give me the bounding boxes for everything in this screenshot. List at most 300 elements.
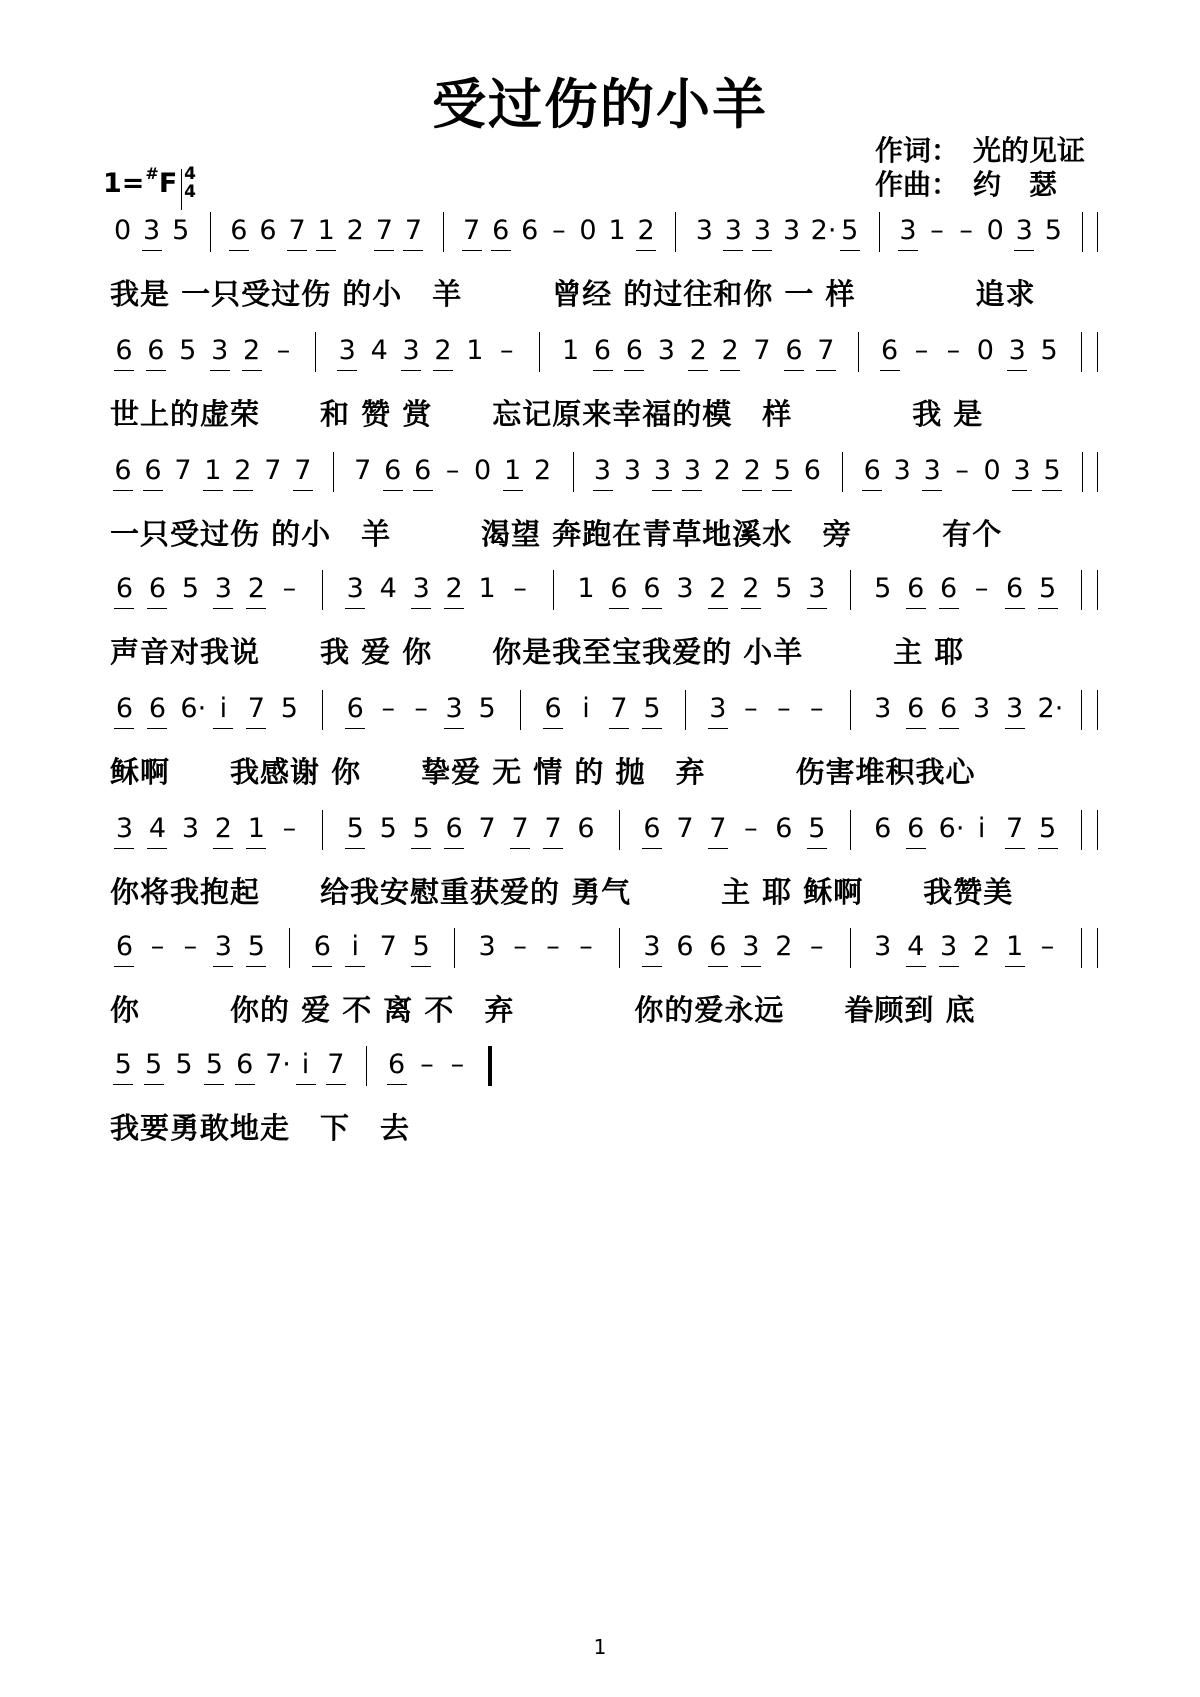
note: 3 bbox=[973, 693, 991, 724]
note: 6 bbox=[115, 931, 134, 962]
note: i bbox=[219, 693, 228, 724]
note: 3 bbox=[412, 573, 430, 604]
dash-sustain: – bbox=[930, 215, 944, 246]
beam-underline bbox=[213, 728, 233, 729]
note: 7 bbox=[264, 455, 282, 486]
beam-underline bbox=[609, 608, 629, 609]
note: 1 bbox=[577, 573, 595, 604]
beam-underline bbox=[316, 250, 336, 251]
beam-underline bbox=[880, 370, 900, 371]
note: 7 bbox=[753, 335, 771, 366]
barline bbox=[850, 810, 851, 850]
beam-underline bbox=[741, 966, 761, 967]
note: 6 bbox=[803, 455, 821, 486]
beam-underline bbox=[642, 966, 662, 967]
beam-underline bbox=[906, 608, 926, 609]
dash-sustain: – bbox=[500, 335, 514, 366]
beam-underline bbox=[433, 370, 453, 371]
beam-underline bbox=[345, 966, 365, 967]
beam-underline bbox=[114, 608, 134, 609]
note: 6 bbox=[115, 335, 133, 366]
note: 6· bbox=[180, 693, 207, 724]
note: 5 bbox=[412, 931, 430, 962]
note: 5 bbox=[1040, 335, 1058, 366]
lyricist-row bbox=[875, 134, 1085, 168]
note: 7 bbox=[327, 1049, 345, 1080]
notation-line bbox=[108, 806, 1108, 870]
barline bbox=[842, 452, 843, 492]
note: 2 bbox=[234, 455, 252, 486]
beam-underline bbox=[752, 250, 772, 251]
beam-underline bbox=[593, 370, 613, 371]
beam-underline bbox=[862, 490, 882, 491]
note: 3 bbox=[478, 931, 496, 962]
beam-underline bbox=[609, 728, 629, 729]
beam-underline bbox=[624, 370, 644, 371]
barline bbox=[850, 570, 851, 610]
note: 6 bbox=[445, 813, 463, 844]
beam-underline bbox=[1005, 608, 1025, 609]
beam-underline bbox=[772, 490, 792, 491]
note: 3 bbox=[676, 573, 694, 604]
notation-system bbox=[0, 686, 1200, 806]
note: i bbox=[301, 1049, 310, 1080]
dash-sustain: – bbox=[513, 573, 527, 604]
note: 6 bbox=[643, 573, 661, 604]
beam-underline bbox=[146, 370, 166, 371]
note: 5 bbox=[144, 1049, 163, 1080]
note: 3 bbox=[653, 455, 672, 486]
song-title: 受过伤的小羊 bbox=[432, 73, 768, 136]
beam-underline bbox=[1007, 370, 1027, 371]
beam-underline bbox=[939, 966, 959, 967]
key-note: F bbox=[158, 168, 178, 199]
beam-underline bbox=[708, 608, 728, 609]
beam-underline bbox=[147, 848, 167, 849]
notation-system bbox=[0, 924, 1200, 1044]
barline bbox=[333, 452, 334, 492]
beam-underline bbox=[807, 848, 827, 849]
barline bbox=[454, 928, 455, 968]
note: 0 bbox=[986, 215, 1004, 246]
beam-underline bbox=[114, 848, 134, 849]
beam-underline bbox=[246, 848, 266, 849]
beam-underline bbox=[682, 490, 702, 491]
dash-sustain: – bbox=[183, 931, 198, 962]
note: 3 bbox=[874, 693, 892, 724]
beam-underline bbox=[113, 490, 133, 491]
note: 2 bbox=[713, 455, 731, 486]
barline bbox=[539, 332, 540, 372]
dash-sustain: – bbox=[420, 1049, 434, 1080]
note: 6 bbox=[114, 455, 132, 486]
beam-underline bbox=[213, 608, 233, 609]
notation-line bbox=[108, 208, 1108, 272]
dash-sustain: – bbox=[744, 813, 758, 844]
note: 3 bbox=[709, 693, 727, 724]
beam-underline bbox=[210, 370, 230, 371]
beam-underline bbox=[312, 966, 332, 967]
note: 3 bbox=[643, 931, 661, 962]
beam-underline bbox=[374, 250, 394, 251]
note: 4 bbox=[148, 813, 167, 844]
note: i bbox=[582, 693, 590, 724]
note: 5 bbox=[841, 215, 859, 246]
notation-line bbox=[108, 566, 1108, 630]
beam-underline bbox=[213, 848, 233, 849]
note: 5 bbox=[1043, 455, 1061, 486]
note: 1 bbox=[503, 455, 522, 486]
barline bbox=[1097, 690, 1098, 730]
barline bbox=[573, 452, 574, 492]
note: 6 bbox=[144, 455, 162, 486]
beam-underline bbox=[1038, 848, 1058, 849]
beam-underline bbox=[411, 966, 431, 967]
beam-underline bbox=[906, 848, 926, 849]
beam-underline bbox=[922, 490, 942, 491]
note: 6 bbox=[346, 693, 364, 724]
notation-line bbox=[108, 448, 1108, 512]
note: 5 bbox=[775, 573, 793, 604]
composer-name: 约 瑟 bbox=[973, 168, 1058, 201]
note: 5 bbox=[773, 455, 791, 486]
note: 7 bbox=[463, 215, 481, 246]
beam-underline bbox=[593, 490, 613, 491]
beam-underline bbox=[807, 608, 827, 609]
barline bbox=[1081, 332, 1082, 372]
barline bbox=[685, 690, 686, 730]
note: 6 bbox=[625, 335, 643, 366]
note: 6 bbox=[414, 455, 432, 486]
note: 2 bbox=[346, 215, 364, 246]
note: 6 bbox=[907, 813, 925, 844]
note: 5 bbox=[172, 215, 190, 246]
dash-sustain: – bbox=[810, 693, 824, 724]
note: 5 bbox=[1038, 573, 1057, 604]
barline bbox=[210, 212, 211, 252]
key-prefix: 1= bbox=[103, 168, 145, 199]
note: 3 bbox=[657, 335, 675, 366]
beam-underline bbox=[229, 250, 249, 251]
note: 1 bbox=[317, 215, 335, 246]
note: 2 bbox=[533, 455, 552, 486]
notation-system bbox=[0, 448, 1200, 568]
note: 2 bbox=[721, 335, 739, 366]
barline bbox=[1097, 570, 1098, 610]
note: 3 bbox=[181, 813, 199, 844]
dash-sustain: – bbox=[1040, 931, 1055, 962]
note: 2 bbox=[214, 813, 232, 844]
note: 7 bbox=[511, 813, 529, 844]
barline bbox=[315, 332, 316, 372]
note: 5 bbox=[643, 693, 661, 724]
dash-sustain: – bbox=[777, 693, 791, 724]
note: 6 bbox=[709, 931, 727, 962]
beam-underline bbox=[113, 1084, 133, 1085]
note: 5 bbox=[1038, 813, 1057, 844]
credits bbox=[875, 134, 1085, 202]
note: 1 bbox=[247, 813, 265, 844]
barline bbox=[1081, 928, 1082, 968]
note: 7 bbox=[379, 931, 397, 962]
beam-underline bbox=[816, 370, 836, 371]
dash-sustain: – bbox=[450, 1049, 465, 1080]
barline bbox=[1081, 690, 1082, 730]
dash-sustain: – bbox=[513, 931, 527, 962]
note: 1 bbox=[204, 455, 222, 486]
note: 3 bbox=[724, 215, 742, 246]
note: 5 bbox=[478, 693, 496, 724]
note: 1 bbox=[466, 335, 484, 366]
note: 0 bbox=[976, 335, 994, 366]
note: 7· bbox=[265, 1049, 291, 1080]
lyrics-line: 我是 一只受过伤 的小 羊 曾经 的过往和你 一 样 追求 bbox=[110, 277, 1036, 311]
beam-underline bbox=[636, 250, 656, 251]
beam-underline bbox=[411, 848, 431, 849]
beam-underline bbox=[242, 370, 262, 371]
note: 0 bbox=[579, 215, 597, 246]
page-number: 1 bbox=[593, 1635, 607, 1659]
dash-sustain: – bbox=[955, 455, 969, 486]
note: 7 bbox=[294, 455, 312, 486]
note: 3 bbox=[874, 931, 892, 962]
lyricist-label: 作词： bbox=[875, 134, 960, 167]
barline bbox=[850, 690, 851, 730]
note: 4 bbox=[379, 573, 397, 604]
note: 5 bbox=[280, 693, 298, 724]
meter-bottom: 4 bbox=[184, 182, 196, 202]
note: 3 bbox=[742, 931, 760, 962]
beam-underline bbox=[337, 370, 357, 371]
beam-underline bbox=[444, 728, 464, 729]
beam-underline bbox=[543, 728, 563, 729]
note: 7 bbox=[817, 335, 835, 366]
beam-underline bbox=[203, 490, 223, 491]
note: 1 bbox=[608, 215, 626, 246]
barline bbox=[1081, 810, 1082, 850]
barline bbox=[322, 810, 323, 850]
beam-underline bbox=[642, 728, 662, 729]
note: 6 bbox=[610, 573, 628, 604]
note: 3 bbox=[695, 215, 713, 246]
barline bbox=[858, 332, 859, 372]
note: 2· bbox=[810, 215, 837, 246]
note: 5 bbox=[379, 813, 397, 844]
note: 7 bbox=[354, 455, 372, 486]
barline bbox=[850, 928, 851, 968]
barline bbox=[619, 810, 620, 850]
note: 6 bbox=[230, 215, 248, 246]
note: 1 bbox=[478, 573, 496, 604]
dash-sustain: – bbox=[810, 931, 824, 962]
note: 6 bbox=[544, 693, 562, 724]
beam-underline bbox=[326, 1084, 346, 1085]
note: 2 bbox=[445, 573, 463, 604]
beam-underline bbox=[742, 490, 762, 491]
beam-underline bbox=[1005, 966, 1025, 967]
beam-underline bbox=[213, 966, 233, 967]
beam-underline bbox=[1038, 608, 1058, 609]
beam-underline bbox=[345, 608, 365, 609]
lyrics-line: 你将我抱起 给我安慰重获爱的 勇气 主 耶 稣啊 我赞美 bbox=[110, 875, 1014, 909]
note: 2· bbox=[1037, 693, 1064, 724]
dash-sustain: – bbox=[959, 215, 973, 246]
note: 3 bbox=[782, 215, 801, 246]
note: 6 bbox=[593, 335, 612, 366]
beam-underline bbox=[293, 490, 313, 491]
note: 3 bbox=[593, 455, 612, 486]
note: 3 bbox=[623, 455, 642, 486]
beam-underline bbox=[147, 608, 167, 609]
note: 0 bbox=[983, 455, 1001, 486]
beam-underline bbox=[642, 608, 662, 609]
note: 5 bbox=[808, 813, 826, 844]
dash-sustain: – bbox=[974, 573, 989, 604]
note: 6 bbox=[384, 455, 402, 486]
note: 5 bbox=[412, 813, 430, 844]
note: 6 bbox=[881, 335, 899, 366]
dash-sustain: – bbox=[282, 573, 297, 604]
note: 3 bbox=[1008, 335, 1026, 366]
note: 2 bbox=[247, 573, 265, 604]
barline bbox=[366, 1046, 367, 1086]
dash-sustain: – bbox=[946, 335, 961, 366]
note: 6 bbox=[577, 813, 595, 844]
note: 6 bbox=[115, 573, 134, 604]
notation-system bbox=[0, 208, 1200, 328]
time-signature bbox=[181, 165, 199, 201]
note: 3 bbox=[214, 931, 232, 962]
note: 6 bbox=[1005, 573, 1024, 604]
note: 6 bbox=[148, 693, 167, 724]
barline bbox=[1082, 452, 1083, 492]
note: 5 bbox=[205, 1049, 223, 1080]
note: 2 bbox=[637, 215, 655, 246]
beam-underline bbox=[462, 250, 482, 251]
barline bbox=[1082, 212, 1083, 252]
beam-underline bbox=[723, 250, 743, 251]
note: 3 bbox=[338, 335, 356, 366]
note: 3 bbox=[143, 215, 161, 246]
lyrics-line: 世上的虚荣 和 赞 赏 忘记原来幸福的模 样 我 是 bbox=[110, 397, 984, 431]
note: 3 bbox=[445, 693, 463, 724]
barline bbox=[619, 928, 620, 968]
note: 0 bbox=[113, 215, 132, 246]
beam-underline bbox=[287, 250, 307, 251]
beam-underline bbox=[720, 370, 740, 371]
beam-underline bbox=[147, 728, 167, 729]
beam-underline bbox=[413, 490, 433, 491]
note: 3 bbox=[211, 335, 229, 366]
notation-system bbox=[0, 1042, 1200, 1162]
beam-underline bbox=[741, 608, 761, 609]
note: 6 bbox=[907, 693, 925, 724]
beam-underline bbox=[114, 370, 134, 371]
lyricist-name: 光的见证 bbox=[973, 134, 1086, 167]
note: 2 bbox=[709, 573, 727, 604]
note: 6 bbox=[388, 1049, 406, 1080]
beam-underline bbox=[246, 608, 266, 609]
barline bbox=[675, 212, 676, 252]
beam-underline bbox=[652, 490, 672, 491]
note: 6 bbox=[940, 693, 958, 724]
note: 3 bbox=[683, 455, 701, 486]
beam-underline bbox=[906, 966, 926, 967]
note: 4 bbox=[370, 335, 388, 366]
barline bbox=[322, 690, 323, 730]
beam-underline bbox=[143, 490, 163, 491]
note: 3 bbox=[808, 573, 826, 604]
beam-underline bbox=[246, 728, 266, 729]
note: 5 bbox=[179, 335, 197, 366]
beam-underline bbox=[688, 370, 708, 371]
lyrics-line: 稣啊 我感谢 你 挚爱 无 情 的 抛 弃 伤害堆积我心 bbox=[110, 755, 976, 789]
beam-underline bbox=[642, 848, 662, 849]
note: 5 bbox=[1044, 215, 1062, 246]
barline bbox=[879, 212, 880, 252]
beam-underline bbox=[345, 848, 365, 849]
note: 0 bbox=[474, 455, 492, 486]
note: 4 bbox=[907, 931, 925, 962]
lyrics-line: 一只受过伤 的小 羊 渴望 奔跑在青草地溪水 旁 有个 bbox=[110, 517, 1003, 551]
barline bbox=[1097, 928, 1098, 968]
sharp-sign: # bbox=[145, 164, 159, 183]
note: 2 bbox=[775, 931, 793, 962]
note: 7 bbox=[375, 215, 393, 246]
beam-underline bbox=[708, 728, 728, 729]
note: 3 bbox=[923, 455, 941, 486]
beam-underline bbox=[939, 608, 959, 609]
beam-underline bbox=[1005, 728, 1025, 729]
note: 2 bbox=[973, 931, 991, 962]
beam-underline bbox=[235, 1084, 255, 1085]
barline bbox=[1081, 570, 1082, 610]
barline bbox=[1097, 212, 1098, 252]
note: 6 bbox=[236, 1049, 254, 1080]
barline bbox=[520, 690, 521, 730]
dash-sustain: – bbox=[744, 693, 758, 724]
beam-underline bbox=[898, 250, 918, 251]
composer-row bbox=[875, 168, 1085, 202]
note: 7 bbox=[288, 215, 306, 246]
beam-underline bbox=[204, 1084, 224, 1085]
note: 2 bbox=[242, 335, 261, 366]
dash-sustain: – bbox=[914, 335, 929, 366]
dash-sustain: – bbox=[445, 455, 460, 486]
barline bbox=[1097, 810, 1098, 850]
barline bbox=[443, 212, 444, 252]
beam-underline bbox=[510, 848, 530, 849]
dash-sustain: – bbox=[414, 693, 428, 724]
note: 1 bbox=[562, 335, 580, 366]
beam-underline bbox=[906, 728, 926, 729]
note: 7 bbox=[610, 693, 628, 724]
beam-underline bbox=[383, 490, 403, 491]
barline bbox=[1097, 332, 1098, 372]
barline bbox=[322, 570, 323, 610]
note: 6 bbox=[259, 215, 277, 246]
note: 6 bbox=[147, 335, 165, 366]
note: 5 bbox=[247, 931, 265, 962]
note: 6 bbox=[775, 813, 793, 844]
note: 3 bbox=[899, 215, 917, 246]
note: 7 bbox=[247, 693, 265, 724]
beam-underline bbox=[1042, 490, 1062, 491]
beam-underline bbox=[708, 966, 728, 967]
note: 6 bbox=[907, 573, 925, 604]
note: i bbox=[351, 931, 359, 962]
lyrics-line: 你 你的 爱 不 离 不 弃 你的爱永远 眷顾到 底 bbox=[110, 993, 976, 1027]
